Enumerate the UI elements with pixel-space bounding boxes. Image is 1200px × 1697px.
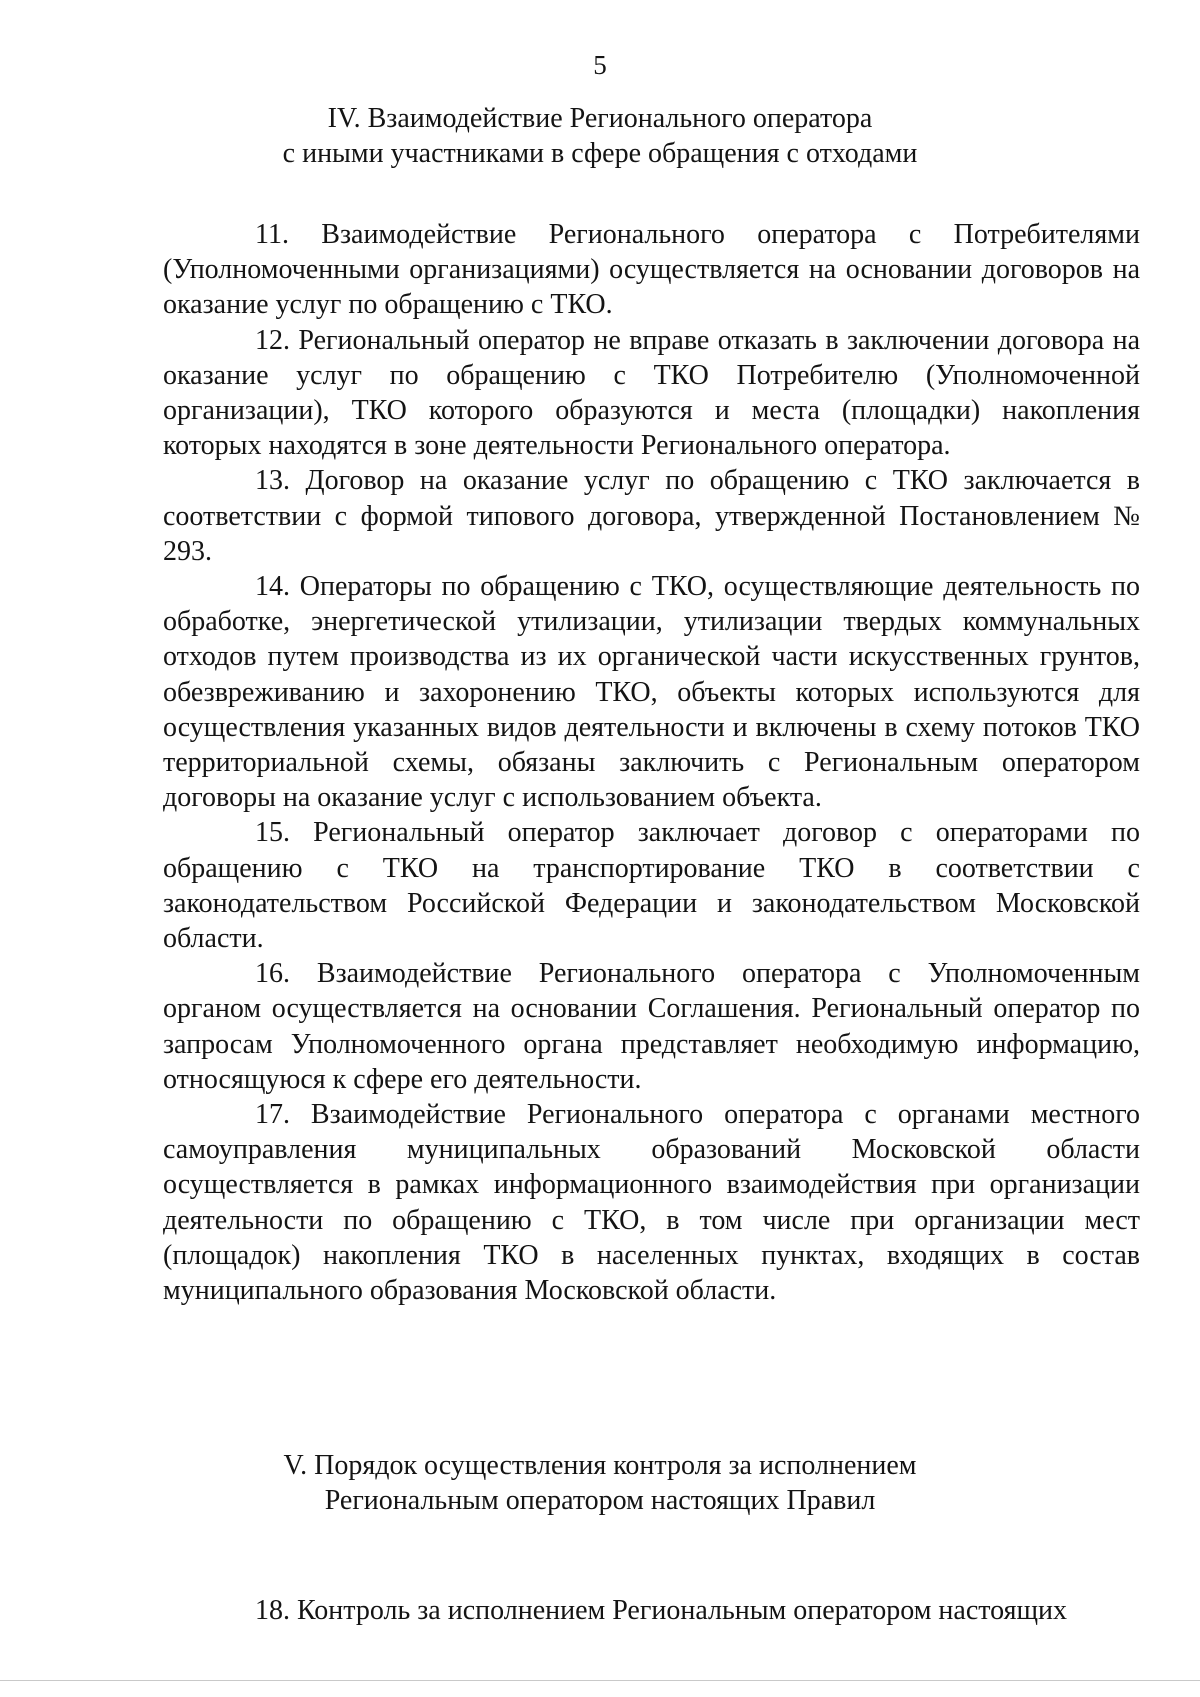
section-v-title-line-2: Региональным оператором настоящих Правил [324, 1485, 876, 1516]
section-v-heading [0, 1448, 1200, 1518]
section-v-body [163, 1593, 1140, 1628]
paragraph-11: 11. Взаимодействие Регионального оператора с Потребителями (Уполномоченными организациями) осуществляется на основании договоров на оказание услуг по обращению с ТКО. [163, 219, 1140, 321]
page-number: 5 [593, 50, 607, 80]
section-iv-heading [0, 101, 1200, 171]
paragraph-17: 17. Взаимодействие Регионального оператора с органами местного самоуправления муниципальных образований Московской области осуществляется в рамках информационного взаимодействия при организации деятельности по обращению с ТКО, в том числе при организации мест (площадок) накопления ТКО в населенных пунктах, входящих в состав муниципального образования Московской области. [163, 1099, 1140, 1307]
section-iv-title-line-1: IV. Взаимодействие Регионального оператора [327, 103, 873, 134]
paragraph-12: 12. Региональный оператор не вправе отказать в заключении договора на оказание услуг по обращению с ТКО Потребителю (Уполномоченной организации), ТКО которого образуются и места (площадки) накопления которых находятся в зоне деятельности Регионального оператора. [163, 324, 1140, 462]
section-iv-title-line-2: с иными участниками в сфере обращения с отходами [282, 138, 918, 169]
section-iv-body [163, 217, 1140, 1308]
paragraph-15: 15. Региональный оператор заключает договор с операторами по обращению с ТКО на транспортирование ТКО в соответствии с законодательством Российской Федерации и законодательством Московской области. [163, 817, 1140, 955]
scan-artifact-line [0, 1680, 1200, 1681]
paragraph-13: 13. Договор на оказание услуг по обращению с ТКО заключается в соответствии с формой типового договора, утвержденной Постановлением № 293. [163, 465, 1140, 567]
paragraph-18: 18. Контроль за исполнением Региональным оператором настоящих [255, 1595, 1068, 1626]
paragraph-16: 16. Взаимодействие Регионального оператора с Уполномоченным органом осуществляется на основании Соглашения. Региональный оператор по запросам Уполномоченного органа представляет необходимую информацию, относящуюся к сфере его деятельности. [163, 958, 1140, 1095]
section-v-title-line-1: V. Порядок осуществления контроля за исполнением [283, 1450, 917, 1481]
paragraph-14: 14. Операторы по обращению с ТКО, осуществляющие деятельность по обработке, энергетической утилизации, утилизации твердых коммунальных отходов путем производства из их органической части искусственных грунтов, обезвреживанию и захоронению ТКО, объекты которых используются для осуществления указанных видов деятельности и включены в схему потоков ТКО территориальной схемы, обязаны заключить с Региональным оператором договоры на оказание услуг с использованием объекта. [163, 571, 1140, 814]
